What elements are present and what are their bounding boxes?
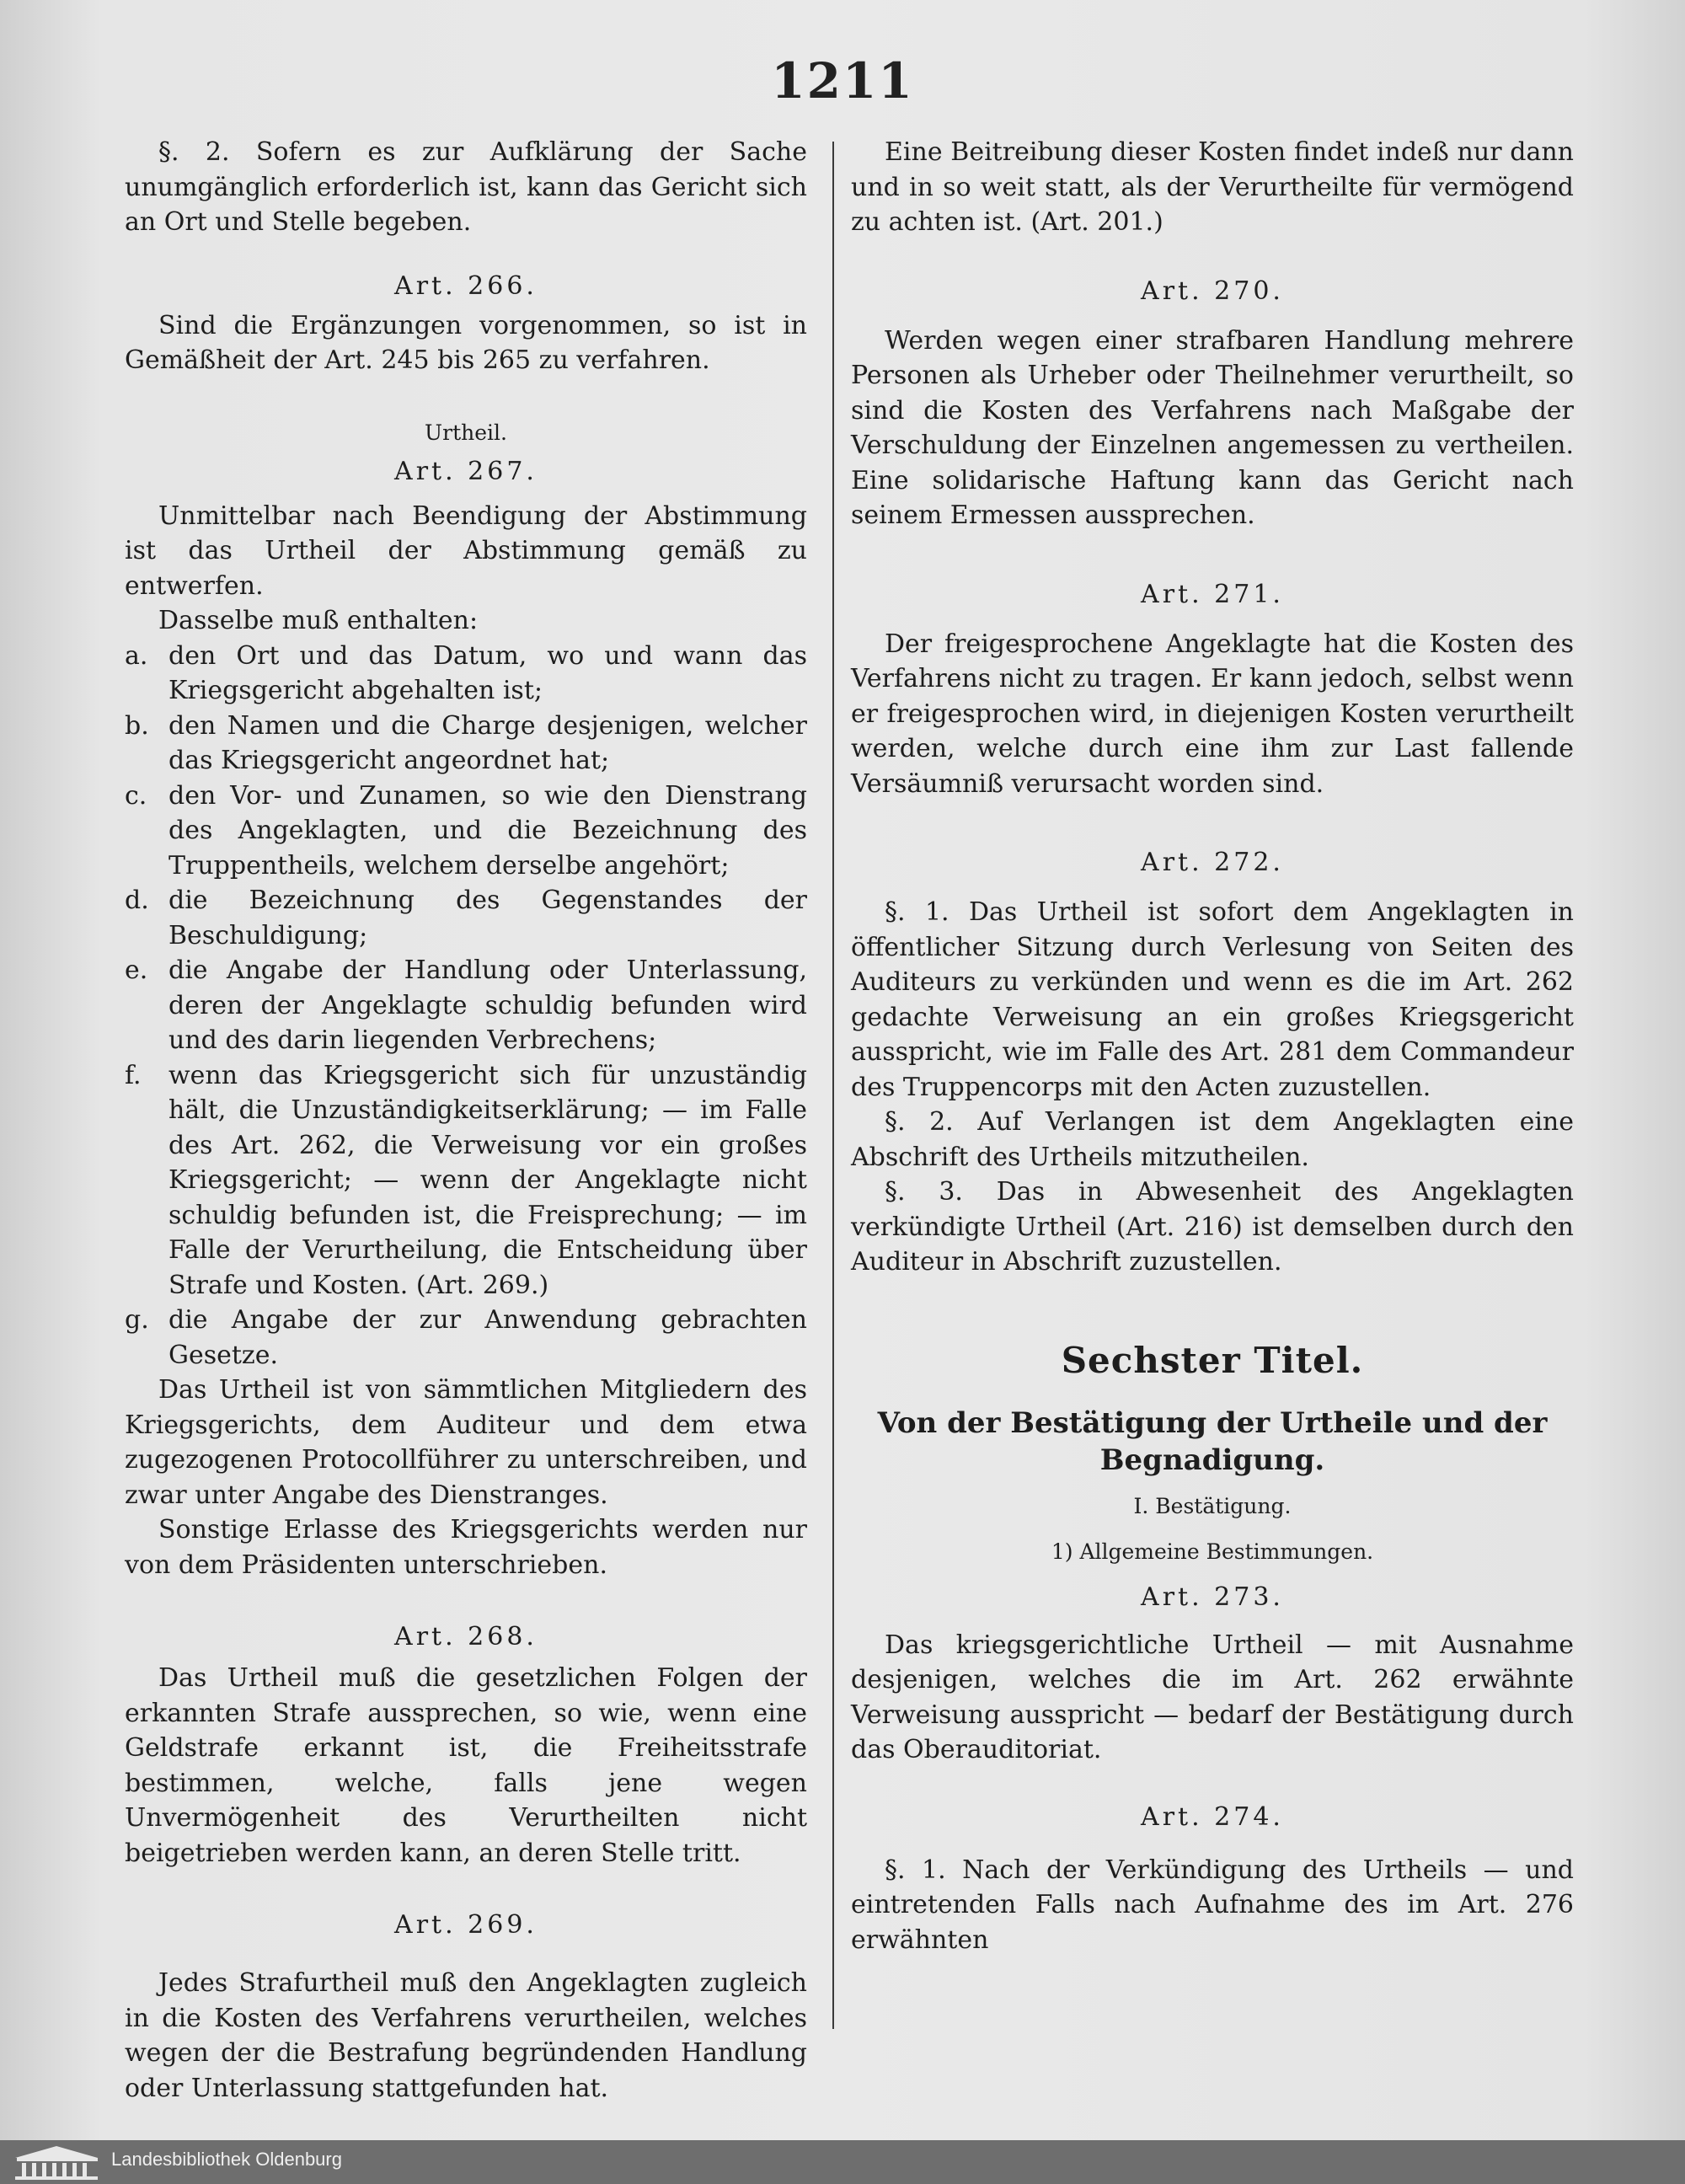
article-heading-273: Art. 273.: [1141, 1582, 1284, 1612]
article-heading-272: Art. 272.: [1141, 848, 1284, 877]
paragraph-267-c: Das Urtheil ist von sämmtlichen Mitgliedern des Kriegsgerichts, dem Auditeur und dem etwa zugezogenen Protocollführer zu unterschreiben, und zwar unter Angabe des Dienstranges.: [125, 1375, 807, 1510]
paragraph-269-continued: Eine Beitreibung dieser Kosten findet indeß nur dann und in so weit statt, als der Verurtheilte für vermögend zu achten ist. (Art. 201.): [851, 137, 1574, 237]
paragraph-272-1: §. 1. Das Urtheil ist sofort dem Angeklagten in öffentlicher Sitzung durch Verlesung von Seiten des Auditeurs zu verkünden und wenn es die im Art. 262 gedachte Verweisung an ein großes Kriegsgericht ausspricht, wie im Falle des Art. 281 dem Commandeur des Truppencorps mit den Acten zuzustellen.: [851, 897, 1574, 1102]
list-item: f. wenn das Kriegsgericht sich für unzuständig hält, die Unzuständigkeitserklärung; — im Falle des Art. 262, die Verweisung vor ein großes Kriegsgericht; — wenn der Angeklagte nicht schuldig befunden ist, die Freisprechung; — im Falle der Verurtheilung, die Entscheidung über Strafe und Kosten. (Art. 269.): [125, 1060, 807, 1300]
list-item: b. den Namen und die Charge desjenigen, welcher das Kriegsgericht angeordnet hat;: [125, 710, 807, 775]
paragraph-268: Das Urtheil muß die gesetzlichen Folgen der erkannten Strafe aussprechen, so wie, wenn eine Geldstrafe erkannt ist, die Freiheitsstrafe bestimmen, welche, falls jene wegen Unvermögenheit des Verurtheilten nicht beigetrieben werden kann, an deren Stelle tritt.: [125, 1663, 807, 1868]
paragraph-267-d: Sonstige Erlasse des Kriegsgerichts werden nur von dem Präsidenten unterschrieben.: [125, 1515, 807, 1580]
article-heading-270: Art. 270.: [1141, 276, 1284, 306]
list-item: a. den Ort und das Datum, wo und wann das Kriegsgericht abgehalten ist;: [125, 640, 807, 705]
article-heading-268: Art. 268.: [394, 1622, 538, 1651]
paragraph-270: Werden wegen einer strafbaren Handlung mehrere Personen als Urheber oder Theilnehmer verurtheilt, so sind die Kosten des Verfahrens nach Maßgabe der Verschuldung der Einzelnen angemessen zu vertheilen. Eine solidarische Haftung kann das Gericht nach seinem Ermessen aussprechen.: [851, 325, 1574, 530]
left-column: [125, 135, 807, 2106]
paragraph-266-intro: §. 2. Sofern es zur Aufklärung der Sache unumgänglich erforderlich ist, kann das Gericht sich an Ort und Stelle begeben.: [125, 137, 807, 237]
list-item: e. die Angabe der Handlung oder Unterlassung, deren der Angeklagte schuldig befunden wird und des darin liegenden Verbrechens;: [125, 956, 807, 1055]
paragraph-266: Sind die Ergänzungen vorgenommen, so ist in Gemäßheit der Art. 245 bis 265 zu verfahren.: [125, 310, 807, 375]
paragraph-267-b: Dasselbe muß enthalten:: [158, 606, 479, 635]
library-building-icon: [7, 2143, 106, 2181]
section-heading-bestaetigung: I. Bestätigung.: [1133, 1493, 1292, 1518]
list-item: c. den Vor- und Zunamen, so wie den Dienstrang des Angeklagten, und die Bezeichnung des Truppentheils, welchem derselbe angehört;: [125, 780, 807, 881]
page-number: 1211: [771, 52, 914, 110]
section-heading-urtheil: Urtheil.: [425, 420, 507, 445]
column-divider: [832, 142, 834, 2029]
paragraph-269: Jedes Strafurtheil muß den Angeklagten zugleich in die Kosten des Verfahrens verurtheilen, welches wegen der die Bestrafung begründenden Handlung oder Unterlassung stattgefunden hat.: [125, 1968, 807, 2103]
chapter-title: Sechster Titel.: [1061, 1339, 1364, 1381]
footer-library-name: Landesbibliothek Oldenburg: [111, 2149, 342, 2170]
article-heading-274: Art. 274.: [1141, 1801, 1284, 1832]
paragraph-272-2: §. 2. Auf Verlangen ist dem Angeklagten eine Abschrift des Urtheils mitzutheilen.: [851, 1107, 1574, 1172]
right-column: [851, 135, 1574, 1957]
requirements-list: [125, 639, 807, 1373]
subsection-heading-allgemeine: 1) Allgemeine Bestimmungen.: [1051, 1539, 1374, 1564]
paragraph-271: Der freigesprochene Angeklagte hat die Kosten des Verfahrens nicht zu tragen. Er kann jedoch, selbst wenn er freigesprochen wird, in diejenigen Kosten verurtheilt werden, welche durch eine ihm zur Last fallende Versäumniß verursacht worden sind.: [851, 629, 1574, 799]
article-heading-269: Art. 269.: [394, 1910, 538, 1940]
list-item: d. die Bezeichnung des Gegenstandes der Beschuldigung;: [125, 886, 807, 950]
article-heading-267: Art. 267.: [394, 456, 538, 486]
chapter-subtitle: Von der Bestätigung der Urtheile und der Begnadigung.: [877, 1405, 1548, 1477]
paragraph-273: Das kriegsgerichtliche Urtheil — mit Ausnahme desjenigen, welches die im Art. 262 erwähnte Verweisung ausspricht — bedarf der Bestätigung durch das Oberauditoriat.: [851, 1630, 1574, 1764]
article-heading-271: Art. 271.: [1141, 579, 1284, 609]
paragraph-274: §. 1. Nach der Verkündigung des Urtheils — und eintretenden Falls nach Aufnahme des im Art. 276 erwähnten: [851, 1855, 1574, 1955]
paragraph-272-3: §. 3. Das in Abwesenheit des Angeklagten verkündigte Urtheil (Art. 216) ist demselben durch den Auditeur in Abschrift zuzustellen.: [851, 1177, 1574, 1277]
list-item: g. die Angabe der zur Anwendung gebrachten Gesetze.: [125, 1305, 807, 1370]
article-heading-266: Art. 266.: [394, 270, 538, 301]
paragraph-267-a: Unmittelbar nach Beendigung der Abstimmung ist das Urtheil der Abstimmung gemäß zu entwerfen.: [125, 500, 807, 601]
